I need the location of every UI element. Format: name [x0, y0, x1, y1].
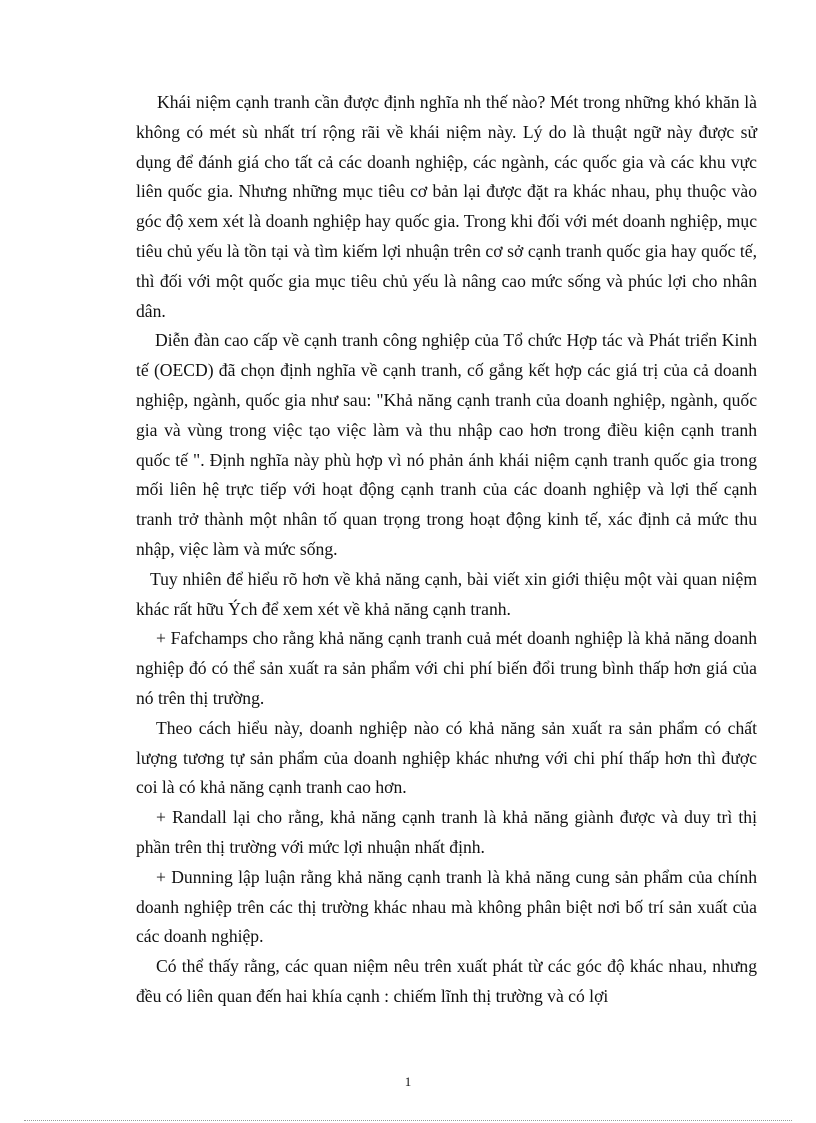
- paragraph-other-views-intro: Tuy nhiên để hiểu rõ hơn về khả năng cạnh, bài viết xin giới thiệu một vài quan niệm khác rất hữu Ých để xem xét về khả năng cạnh tranh.: [136, 568, 757, 619]
- document-body: [136, 88, 757, 1012]
- footer-dotted-divider: [24, 1120, 792, 1121]
- paragraph-randall: + Randall lại cho rằng, khả năng cạnh tranh là khả năng giành được và duy trì thị phần trên thị trường với mức lợi nhuận nhất định.: [136, 807, 757, 857]
- paragraph-conclusion: Có thể thấy rằng, các quan niệm nêu trên xuất phát từ các góc độ khác nhau, nhưng đều có liên quan đến hai khía cạnh : chiếm lĩnh thị trường và có lợi: [136, 956, 757, 1006]
- paragraph-dunning: + Dunning lập luận rằng khả năng cạnh tranh là khả năng cung sản phẩm của chính doanh nghiệp trên các thị trường khác nhau mà không phân biệt nơi bố trí sản xuất của các doanh nghiệp.: [136, 866, 757, 947]
- page-number: 1: [404, 1074, 412, 1089]
- paragraph-fafchamps: + Fafchamps cho rằng khả năng cạnh tranh cuả mét doanh nghiệp là khả năng doanh nghiệp đó có thể sản xuất ra sản phẩm với chi phí biến đổi trung bình thấp hơn giá của nó trên thị trường.: [136, 628, 757, 708]
- paragraph-competition-definition: Khái niệm cạnh tranh cần được định nghĩa nh thế nào? Mét trong những khó khăn là không có mét sù nhất trí rộng rãi về khái niệm này. Lý do là thuật ngữ này được sử dụng để đánh giá cho tất cả các doanh nghiệp, các ngành, các quốc gia và các khu vực liên quốc gia. Nhưng những mục tiêu cơ bản lại được đặt ra khác nhau, phụ thuộc vào góc độ xem xét là doanh nghiệp hay quốc gia. Trong khi đối với mét doanh nghiệp, mục tiêu chủ yếu là tồn tại và tìm kiếm lợi nhuận trên cơ sở cạnh tranh quốc gia hay quốc tế, thì đối với một quốc gia mục tiêu chủ yếu là nâng cao mức sống và phúc lợi cho nhân dân.: [136, 92, 757, 321]
- paragraph-cost-interpretation: Theo cách hiểu này, doanh nghiệp nào có khả năng sản xuất ra sản phẩm có chất lượng tương tự sản phẩm của doanh nghiệp khác nhưng với chi phí thấp hơn thì được coi là có khả năng cạnh tranh cao hơn.: [136, 717, 757, 798]
- paragraph-oecd-definition: Diễn đàn cao cấp về cạnh tranh công nghiệp của Tổ chức Hợp tác và Phát triển Kinh tế (OECD) đã chọn định nghĩa về cạnh tranh, cố gắng kết hợp các giá trị của cả doanh nghiệp, ngành, quốc gia như sau: "Khả năng cạnh tranh của doanh nghiệp, ngành, quốc gia và vùng trong việc tạo việc làm và thu nhập cao hơn trong điều kiện cạnh tranh quốc tế ". Định nghĩa này phù hợp vì nó phản ánh khái niệm cạnh tranh quốc gia trong mối liên hệ trực tiếp với hoạt động cạnh tranh của các doanh nghiệp và lợi thế cạnh tranh trở thành một nhân tố quan trọng trong hoạt động kinh tế, xác định cả mức thu nhập, việc làm và mức sống.: [136, 330, 757, 559]
